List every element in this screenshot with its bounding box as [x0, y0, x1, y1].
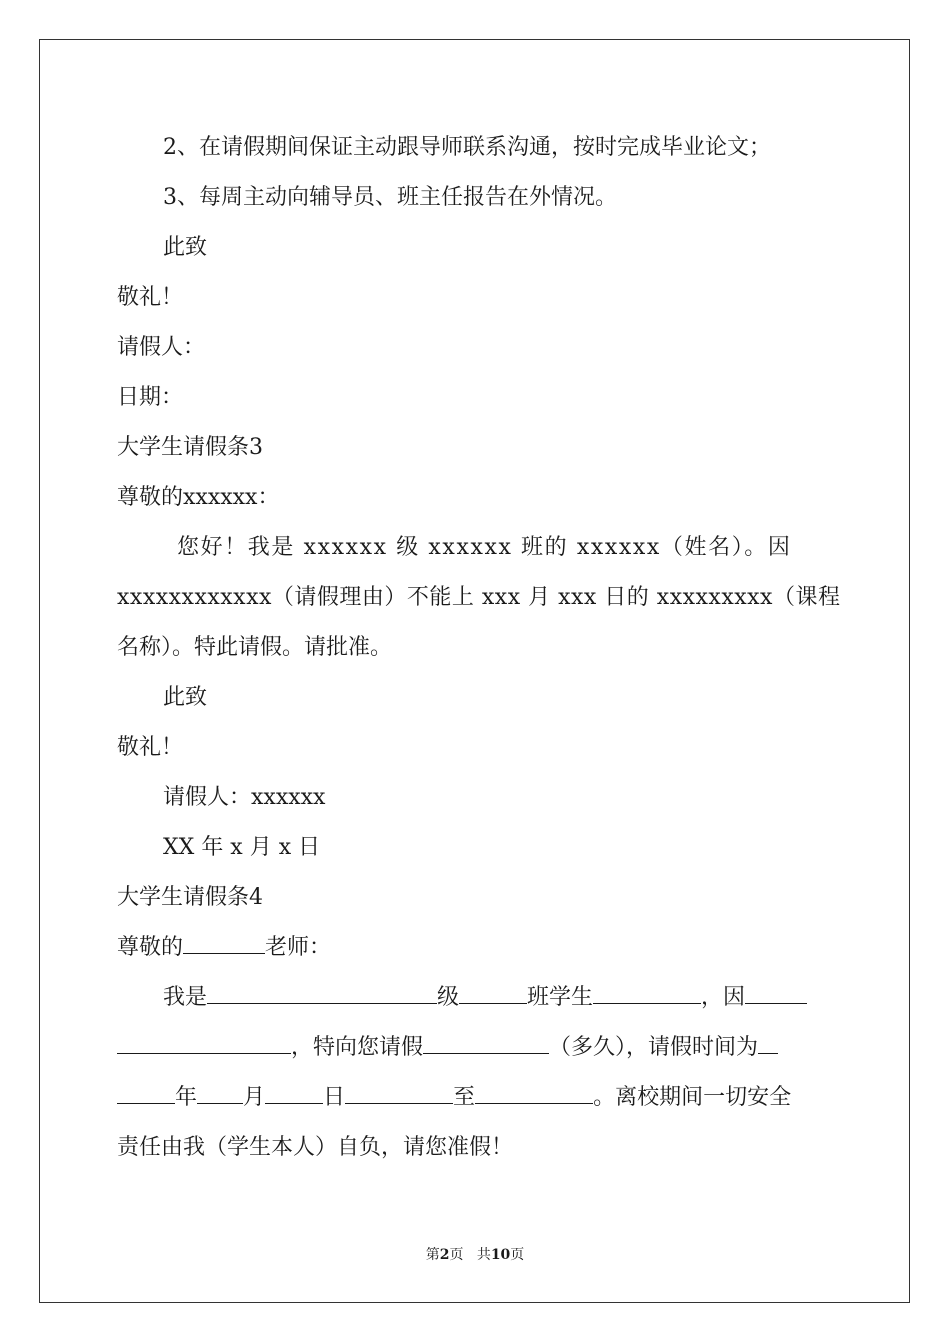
- date-line: XX 年 x 月 x 日: [163, 835, 321, 860]
- applicant-label: 请假人：: [117, 335, 206, 360]
- blank-from: [345, 1083, 453, 1104]
- footer-total-number: 10: [490, 1247, 511, 1263]
- blank-reason-a: [745, 983, 807, 1004]
- text-safety: 。离校期间一切安全: [593, 1085, 792, 1110]
- salutation-3: 尊敬的xxxxxx：: [117, 485, 280, 510]
- footer-page-number: 2: [439, 1247, 450, 1263]
- blank-class: [593, 983, 701, 1004]
- footer-total-suffix: 页: [510, 1247, 525, 1263]
- closing-cizhi: 此致: [163, 235, 208, 260]
- page-border: [39, 39, 910, 1303]
- list-item-3: 3、每周主动向辅导员、班主任报告在外情况。: [163, 185, 617, 210]
- footer-total-prefix: 共: [476, 1247, 491, 1263]
- footer-page-prefix: 第: [425, 1247, 440, 1263]
- closing-jingli-2: 敬礼！: [117, 735, 184, 760]
- blank-teacher: [183, 933, 265, 954]
- text-yin: ，因: [701, 985, 746, 1010]
- template-line-3: [117, 1083, 791, 1113]
- blank-reason-b: [117, 1033, 291, 1054]
- text-ban-xuesheng: 班学生: [527, 985, 594, 1010]
- closing-jingli: 敬礼！: [117, 285, 184, 310]
- text-yue: 月: [243, 1085, 266, 1110]
- salutation-text-a: 尊敬的: [117, 935, 184, 960]
- footer-page-suffix: 页: [449, 1247, 464, 1263]
- blank-name: [207, 983, 437, 1004]
- list-item-2: 2、在请假期间保证主动跟导师联系沟通，按时完成毕业论文；: [163, 135, 771, 160]
- text-ri: 日: [323, 1085, 346, 1110]
- body-line-1: 您好！我是 xxxxxx 级 xxxxxx 班的 xxxxxx（姓名）。因: [177, 535, 792, 560]
- blank-year: [117, 1083, 175, 1104]
- date-label: 日期：: [117, 385, 184, 410]
- blank-grade: [459, 983, 527, 1004]
- closing-cizhi-2: 此致: [163, 685, 208, 710]
- section-title-4: 大学生请假条4: [117, 885, 263, 910]
- blank-to: [475, 1083, 593, 1104]
- text-qingjia: ，特向您请假: [291, 1035, 424, 1060]
- text-wo-shi: 我是: [163, 985, 208, 1010]
- blank-month: [197, 1083, 243, 1104]
- section-title-3: 大学生请假条3: [117, 435, 263, 460]
- text-nian: 年: [175, 1085, 198, 1110]
- blank-time-a: [758, 1033, 778, 1054]
- applicant-line: 请假人：xxxxxx: [163, 785, 326, 810]
- text-duration-note: （多久），请假时间为: [549, 1035, 759, 1060]
- text-zhi: 至: [453, 1085, 476, 1110]
- body-line-2: xxxxxxxxxxxx（请假理由）不能上 xxx 月 xxx 日的 xxxxxxxxx（课程: [117, 585, 841, 610]
- text-ji: 级: [437, 985, 460, 1010]
- template-line-1: [163, 983, 807, 1013]
- page-footer: [0, 1244, 950, 1264]
- body-line-3: 名称）。特此请假。请批准。: [117, 635, 393, 660]
- salutation-4: [117, 933, 331, 963]
- salutation-text-b: 老师：: [265, 935, 332, 960]
- template-line-4: 责任由我（学生本人）自负，请您准假！: [117, 1135, 514, 1160]
- blank-duration: [423, 1033, 549, 1054]
- blank-day: [265, 1083, 323, 1104]
- template-line-2: [117, 1033, 778, 1063]
